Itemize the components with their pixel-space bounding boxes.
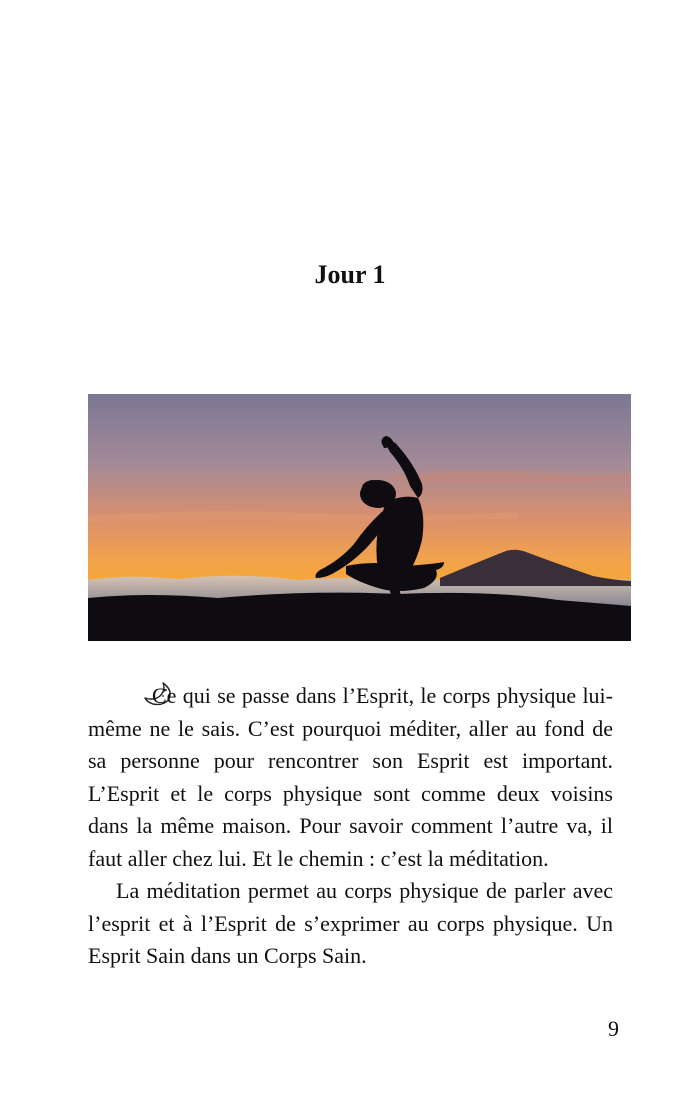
crescent-moon-icon xyxy=(116,682,146,706)
paragraph-1 xyxy=(88,680,613,875)
page-number: 9 xyxy=(608,1016,619,1041)
chapter-body xyxy=(88,680,613,973)
sunset-yoga-photo xyxy=(88,394,631,641)
yoga-silhouette-illustration xyxy=(88,394,631,641)
paragraph-2: La méditation permet au corps physique de parler avec l’esprit et à l’Esprit de s’exprimer au corps physique. Un Esprit Sain dans un Corps Sain. xyxy=(88,878,613,968)
paragraph-1-text: Ce qui se passe dans l’Esprit, le corps physique lui-même ne le sais. C’est pourquoi méditer, aller au fond de sa personne pour rencontrer son Esprit est important. L’Esprit et le corps physique sont comme deux voisins dans la même maison. Pour savoir comment l’autre va, il faut aller chez lui. Et le chemin : c’est la méditation. xyxy=(88,683,613,871)
chapter-title: Jour 1 xyxy=(314,260,386,289)
